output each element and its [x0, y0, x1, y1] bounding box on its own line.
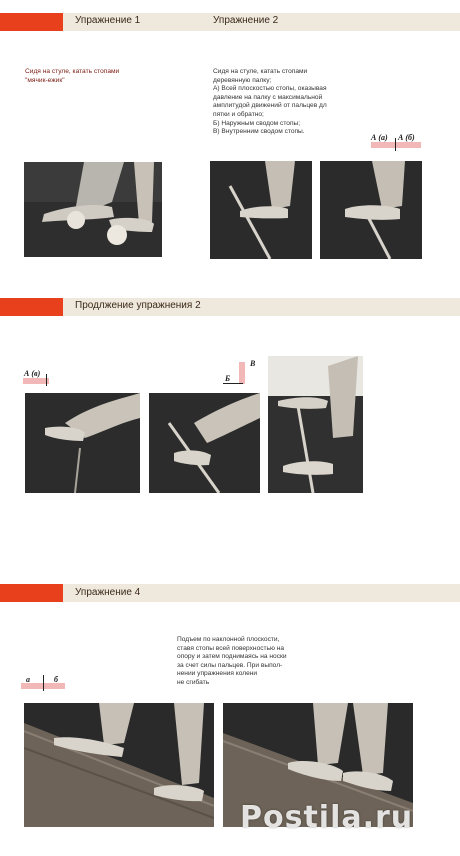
photo-ex2-stick-1 — [210, 161, 312, 259]
exercise-4-title: Упражнение 4 — [75, 587, 141, 598]
label-divider — [395, 138, 396, 151]
label-divider — [223, 383, 243, 384]
section-band-accent — [0, 13, 63, 31]
section-band-accent — [0, 584, 63, 602]
label-a-a: А (а) — [371, 133, 388, 142]
label-highlight — [239, 362, 245, 384]
label-a-b: А (б) — [398, 133, 415, 142]
label-a: а — [26, 675, 30, 684]
exercise-2-description: Сидя на стуле, катать стопами деревянную палку; А) Всей плоскостью стопы, оказывая давление на палку с максимальной амплитудой движений от пальцев дл пятки и обратно; Б) Наружным сводом стопы; В) Внутренним сводом стопы. — [213, 68, 327, 136]
label-highlight — [371, 142, 421, 148]
photo-cont-a-v — [25, 393, 140, 493]
label-v: В — [250, 359, 256, 368]
label-a-v: А (в) — [24, 369, 41, 378]
photo-cont-v — [268, 356, 363, 493]
exercise-2-continuation-title: Продлжение упражнения 2 — [75, 300, 201, 311]
exercise-2-title: Упражнение 2 — [213, 15, 279, 26]
exercise-1-title: Упражнение 1 — [75, 15, 141, 26]
section-band-accent — [0, 298, 63, 316]
exercise-1-description: Сидя на стуле, катать стопами "мячик-ежик" — [25, 68, 120, 84]
photo-cont-b — [149, 393, 260, 493]
label-b: б — [54, 675, 58, 684]
label-divider — [43, 675, 44, 691]
exercise-4-description: Подъем по наклонной плоскости, ставя стопы всей поверхностью на опору и затем поднимаясь на носки за счет силы пальцев. При выпол- нении упражнения колени не сгибать — [177, 636, 287, 686]
label-b: Б — [225, 374, 231, 383]
label-divider — [46, 374, 47, 386]
photo-ex1-feet-hedgehog-balls — [24, 162, 162, 257]
photo-ex2-stick-2 — [320, 161, 422, 259]
watermark: Postila.ru — [240, 800, 414, 835]
photo-ex4-incline-a — [24, 703, 214, 827]
